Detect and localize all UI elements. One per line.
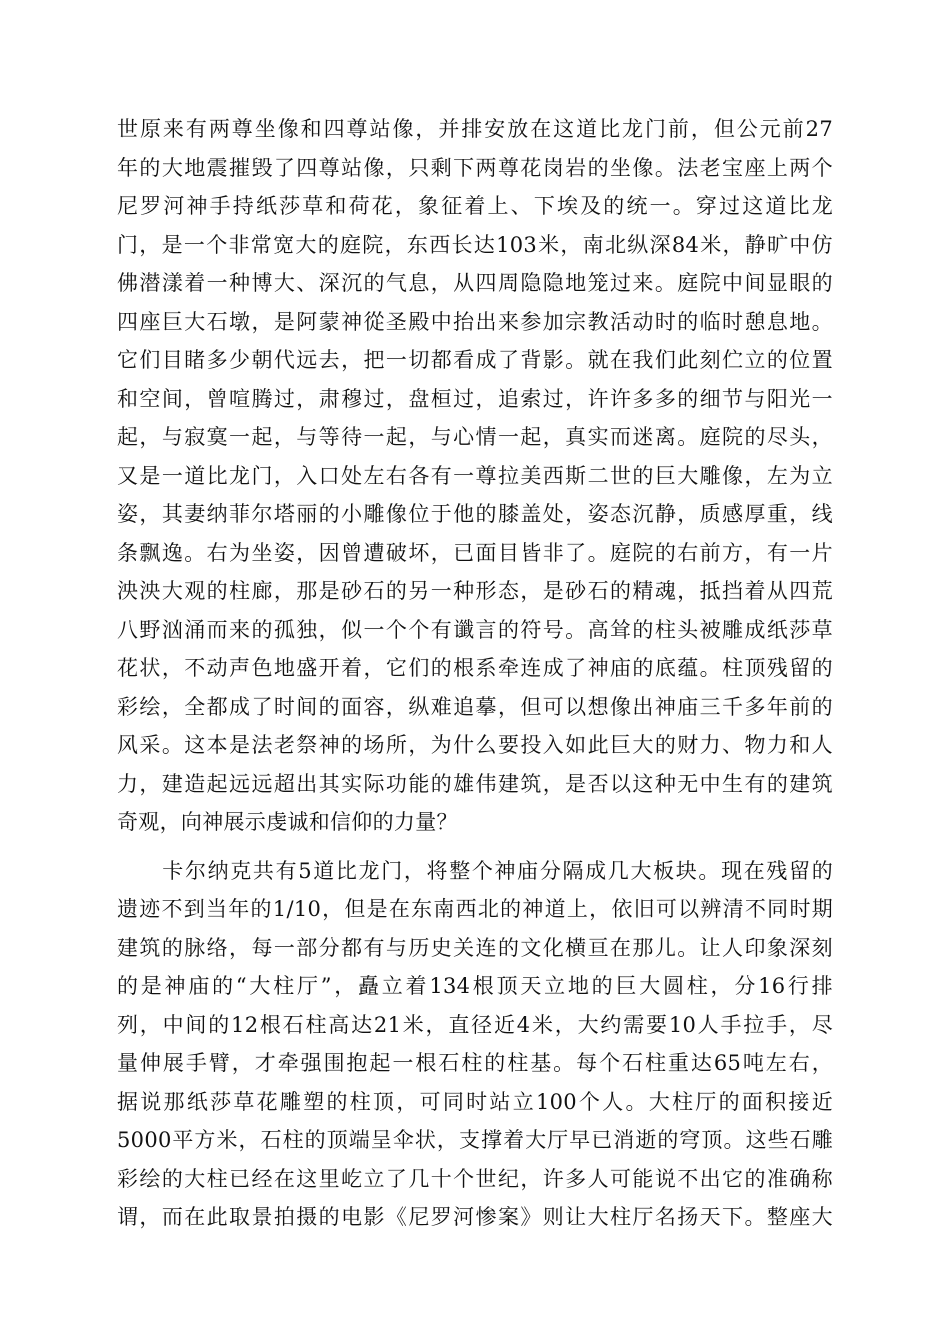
text-line: 它们目睹多少朝代远去，把一切都看成了背影。就在我们此刻伫立的位置 bbox=[117, 348, 833, 372]
text-line: 建筑的脉络，每一部分都有与历史关连的文化横亘在那儿。让人印象深刻 bbox=[117, 935, 833, 960]
text-line: 奇观，向神展示虔诚和信仰的力量？ bbox=[117, 810, 458, 834]
paragraph-2 bbox=[117, 852, 833, 1237]
text-line: 力，建造起远远超出其实际功能的雄伟建筑，是否以这种无中生有的建筑 bbox=[117, 771, 833, 796]
document-body bbox=[117, 110, 833, 1237]
text-line: 列，中间的12根石柱高达21米，直径近4米，大约需要10人手拉手，尽 bbox=[117, 1012, 833, 1037]
text-line: 遗迹不到当年的1/10，但是在东南西北的神道上，依旧可以辨清不同时期 bbox=[117, 897, 833, 921]
text-line: 卡尔纳克共有5道比龙门，将整个神庙分隔成几大板块。现在残留的 bbox=[117, 858, 833, 883]
text-line: 门，是一个非常宽大的庭院，东西长达103米，南北纵深84米，静旷中仿 bbox=[117, 232, 833, 257]
text-line: 世原来有两尊坐像和四尊站像，并排安放在这道比龙门前，但公元前27 bbox=[117, 117, 833, 141]
text-line: 条飘逸。右为坐姿，因曾遭破坏，已面目皆非了。庭院的右前方，有一片 bbox=[117, 540, 833, 565]
text-line: 彩绘，全都成了时间的面容，纵难追摹，但可以想像出神庙三千多年前的 bbox=[117, 694, 833, 719]
text-line: 花状，不动声色地盛开着，它们的根系牵连成了神庙的底蕴。柱顶残留的 bbox=[117, 656, 833, 680]
text-line: 谓，而在此取景拍摄的电影《尼罗河惨案》则让大柱厅名扬天下。整座大 bbox=[117, 1205, 833, 1229]
text-line: 彩绘的大柱已经在这里屹立了几十个世纪，许多人可能说不出它的准确称 bbox=[117, 1166, 833, 1191]
text-line: 四座巨大石墩，是阿蒙神從圣殿中抬出来参加宗教活动时的临时憩息地。 bbox=[117, 309, 833, 334]
text-line: 佛潜漾着一种博大、深沉的气息，从四周隐隐地笼过来。庭院中间显眼的 bbox=[117, 271, 833, 295]
paragraph-1 bbox=[117, 110, 833, 842]
text-line: 的是神庙的“大柱厅”，矗立着134根顶天立地的巨大圆柱，分16行排 bbox=[117, 974, 833, 998]
text-line: 又是一道比龙门，入口处左右各有一尊拉美西斯二世的巨大雕像，左为立 bbox=[117, 463, 833, 488]
text-line: 尼罗河神手持纸莎草和荷花，象征着上、下埃及的统一。穿过这道比龙 bbox=[117, 194, 833, 218]
text-line: 5000平方米，石柱的顶端呈伞状，支撑着大厅早已消逝的穹顶。这些石雕 bbox=[117, 1128, 833, 1152]
text-line: 泱泱大观的柱廊，那是砂石的另一种形态，是砂石的精魂，抵挡着从四荒 bbox=[117, 579, 833, 603]
text-line: 据说那纸莎草花雕塑的柱顶，可同时站立100个人。大柱厅的面积接近 bbox=[117, 1089, 833, 1114]
text-line: 姿，其妻纳菲尔塔丽的小雕像位于他的膝盖处，姿态沉静，质感厚重，线 bbox=[117, 502, 833, 526]
text-line: 风采。这本是法老祭神的场所，为什么要投入如此巨大的财力、物力和人 bbox=[117, 733, 833, 757]
text-line: 八野汹涌而来的孤独，似一个个有谶言的符号。高耸的柱头被雕成纸莎草 bbox=[117, 617, 833, 642]
text-line: 年的大地震摧毁了四尊站像，只剩下两尊花岗岩的坐像。法老宝座上两个 bbox=[117, 155, 833, 180]
text-line: 起，与寂寞一起，与等待一起，与心情一起，真实而迷离。庭院的尽头， bbox=[117, 425, 833, 449]
text-line: 和空间，曾喧腾过，肃穆过，盘桓过，追索过，许许多多的细节与阳光一 bbox=[117, 386, 833, 411]
text-line: 量伸展手臂，才牵强围抱起一根石柱的柱基。每个石柱重达65吨左右， bbox=[117, 1051, 833, 1075]
